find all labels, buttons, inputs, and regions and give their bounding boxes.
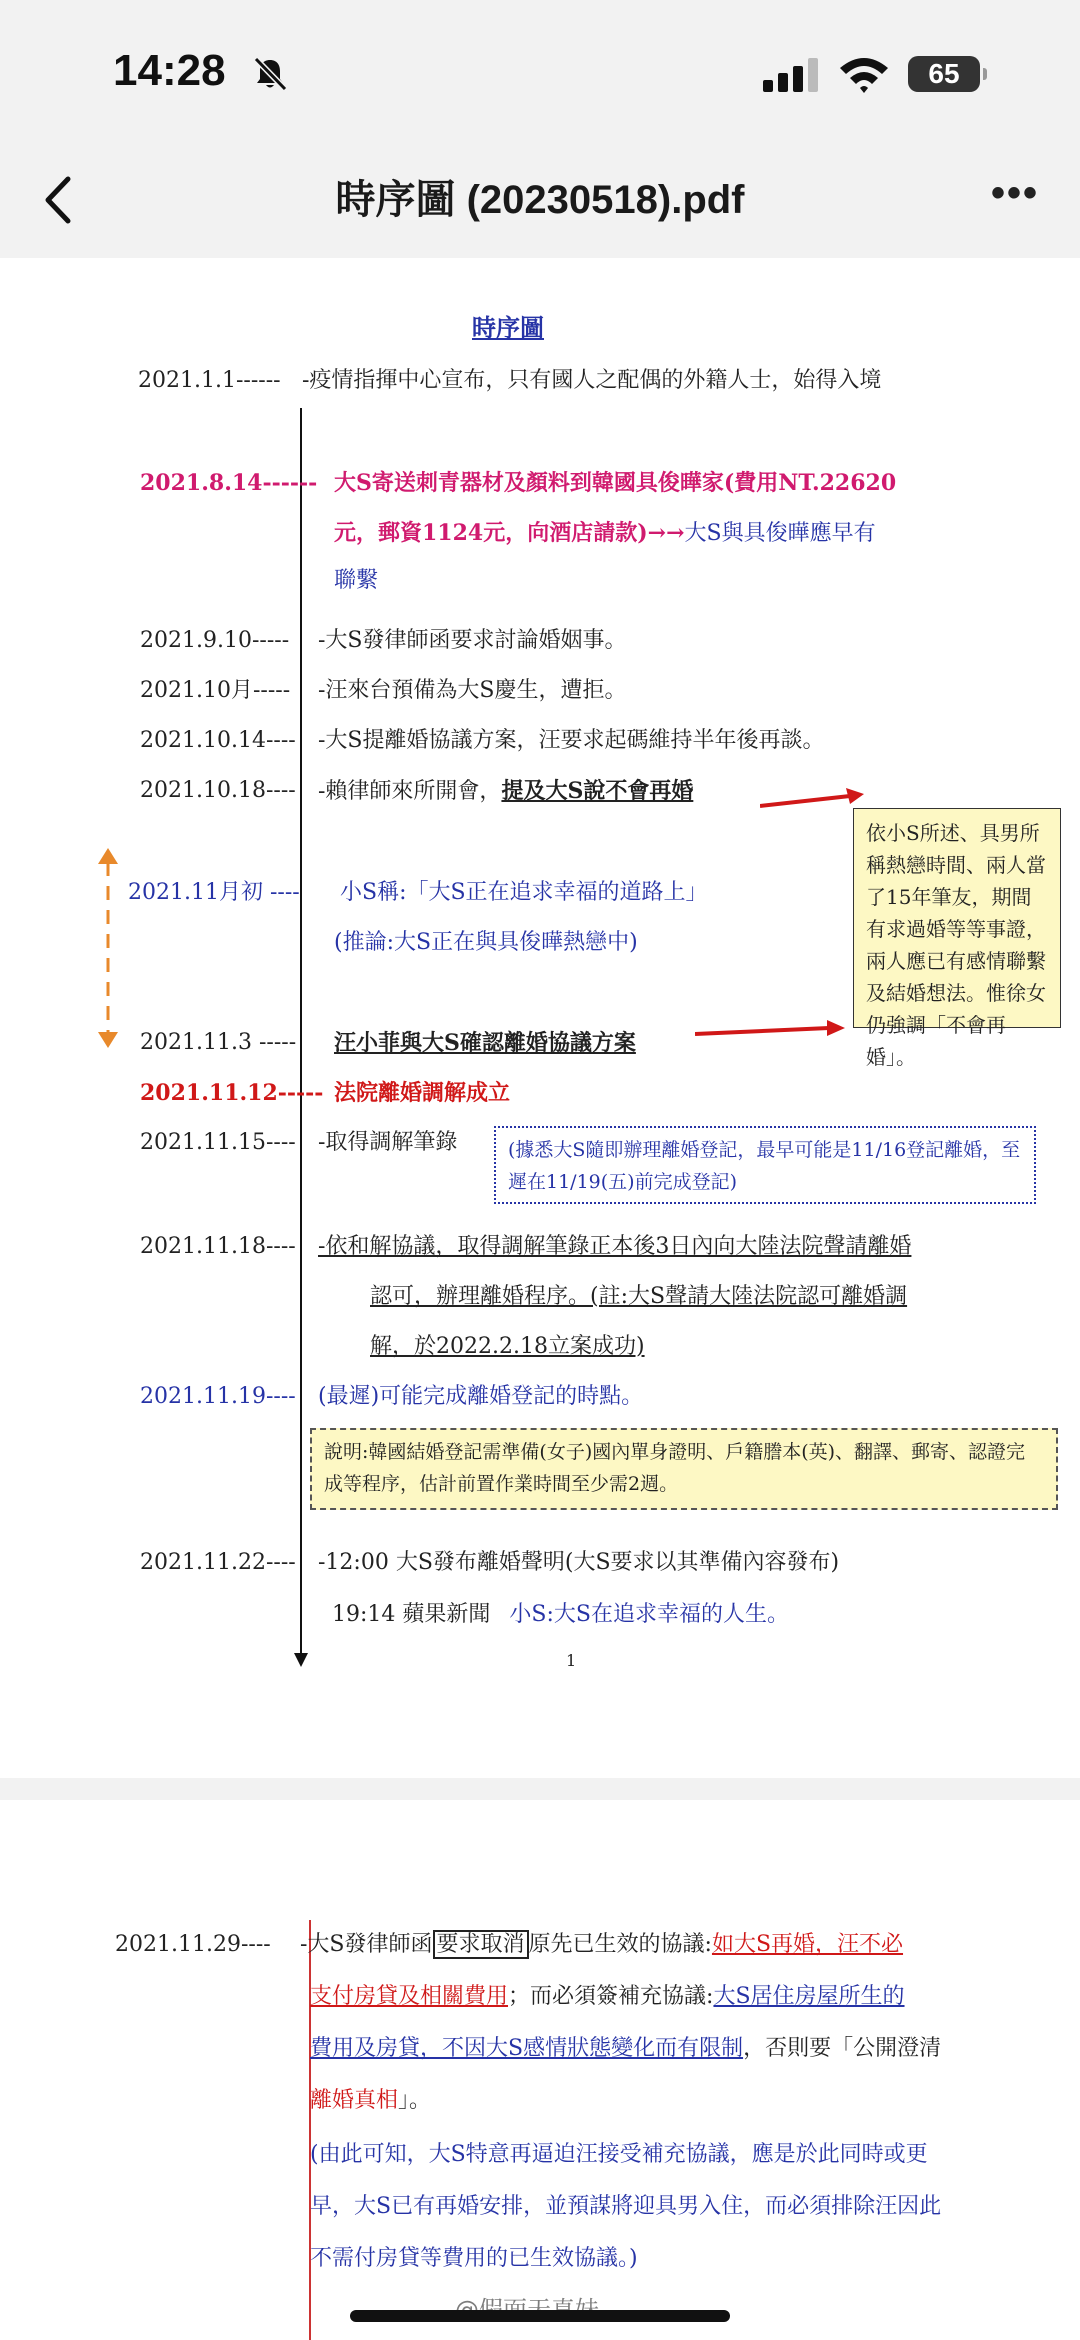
entry-text: ，否則要「公開澄清 [743,2036,942,2061]
entry-text: -取得調解筆錄 [318,1130,458,1155]
entry-date: 2021.11.19---- [140,1384,296,1409]
entry-highlight: 支付房貸及相關費用 [310,1984,509,2009]
entry-text: -疫情指揮中心宣布，只有國人之配偶的外籍人士，始得入境 [302,368,882,393]
entry-text: -大S發律師函要求討論婚姻事。 [318,628,627,653]
pdf-page-1[interactable] [0,258,1080,1778]
entry-highlight: 費用及房貸，不因大S感情狀態變化而有限制 [310,2036,744,2061]
entry-text: ；而必須簽補充協議: [508,1984,714,2009]
entry-inference: 早，大S已有再婚安排，並預謀將迎具男入住，而必須排除汪因此 [310,2194,942,2219]
entry-inference: 聯繫 [334,568,379,593]
doc-heading: 時序圖 [472,313,544,342]
entry-date: 2021.11.3 ----- [140,1030,297,1055]
registration-note-box: (據悉大S隨即辦理離婚登記，最早可能是11/16登記離婚，至遲在11/19(五)前完成登記) [494,1126,1036,1204]
entry-date: 2021.9.10----- [140,628,290,653]
entry-text: 大S寄送刺青器材及顏料到韓國具俊曄家(費用NT.22620 [334,470,897,496]
battery-icon: 65 [908,56,980,92]
cellular-signal-icon [763,58,821,92]
entry-text: 原先已生效的協議: [528,1932,712,1957]
entry-text: 19:14 蘋果新聞 [332,1602,491,1627]
entry-highlight: 汪小菲與大S確認離婚協議方案 [334,1030,636,1056]
entry-text: -汪來台預備為大S慶生，遭拒。 [318,678,627,703]
entry-text: -大S提離婚協議方案，汪要求起碼維持半年後再談。 [318,728,825,753]
timeline-arrow-head [294,1653,308,1667]
entry-text: 法院離婚調解成立 [334,1080,511,1106]
status-bar [0,0,1080,145]
entry-date: 2021.1.1------ [138,368,281,393]
red-arrow-icon [760,788,865,812]
document-title: 時序圖 (20230518).pdf [335,178,745,222]
side-note: 依小S所述、具男所稱熱戀時間、兩人當了15年筆友，期間有求過婚等等事證，兩人應已有感情聯繫及結婚想法。惟徐女仍強調「不會再婚」。 [853,808,1061,1028]
entry-date: 2021.11月初 ---- [128,880,300,905]
entry-highlight: 要求取消 [433,1930,529,1959]
entry-text: 小S稱:「大S正在追求幸福的道路上」 [340,880,708,905]
entry-inference: (由此可知，大S特意再逼迫汪接受補充協議，應是於此同時或更 [310,2142,928,2167]
entry-inference: 大S與具俊曄應早有 [684,521,876,546]
entry-date: 2021.11.12----- [140,1080,324,1106]
entry-date: 2021.11.15---- [140,1130,296,1155]
entry-text: -12:00 大S發布離婚聲明(大S要求以其準備內容發布) [318,1550,840,1575]
entry-date: 2021.11.22---- [140,1550,296,1575]
entry-inference: 不需付房貸等費用的已生效協議。) [310,2246,638,2271]
entry-inference: (推論:大S正在與具俊曄熱戀中) [334,930,638,955]
bell-off-icon [250,54,290,94]
home-indicator[interactable] [350,2310,730,2322]
status-time: 14:28 [113,46,226,95]
wifi-icon [838,54,890,94]
timeline-axis [300,408,302,1658]
entry-text: 元，郵資1124元，向酒店請款)→→ [334,520,685,546]
entry-highlight: 提及大S說不會再婚 [501,778,694,804]
nav-bar [0,145,1080,255]
entry-highlight: 如大S再婚，汪不必 [711,1932,904,1957]
entry-text: -依和解協議，取得調解筆錄正本後3日內向大陸法院聲請離婚 [318,1234,912,1259]
entry-date: 2021.10.14---- [140,728,296,753]
entry-text: -大S發律師函 [300,1932,433,1957]
entry-text: 認可，辦理離婚程序。(註:大S聲請大陸法院認可離婚調 [370,1284,908,1309]
entry-date: 2021.11.29---- [115,1932,271,1957]
entry-highlight: 大S居住房屋所生的 [713,1984,905,2009]
entry-date: 2021.8.14------ [140,470,318,496]
entry-inference: 小S:大S在追求幸福的人生。 [509,1602,789,1627]
red-arrow-icon [695,1018,845,1042]
orange-double-arrow-icon [95,848,121,1048]
entry-date: 2021.11.18---- [140,1234,296,1259]
entry-text: 解，於2022.2.18立案成功) [370,1334,645,1359]
entry-text: -賴律師來所開會， [318,779,502,804]
entry-date: 2021.10.18---- [140,778,296,803]
entry-text: (最遲)可能完成離婚登記的時點。 [318,1384,644,1409]
page-number: 1 [566,1651,577,1670]
entry-highlight: 離婚真相 [310,2088,399,2113]
back-button[interactable] [30,165,90,235]
entry-text: 」。 [398,2088,432,2113]
explanation-box: 說明:韓國結婚登記需準備(女子)國內單身證明、戶籍謄本(英)、翻譯、郵寄、認證完成等程序，估計前置作業時間至少需2週。 [310,1428,1058,1510]
pdf-page-2[interactable] [0,1800,1080,2340]
entry-date: 2021.10月----- [140,678,291,703]
more-options-button[interactable]: ••• [990,171,1039,215]
